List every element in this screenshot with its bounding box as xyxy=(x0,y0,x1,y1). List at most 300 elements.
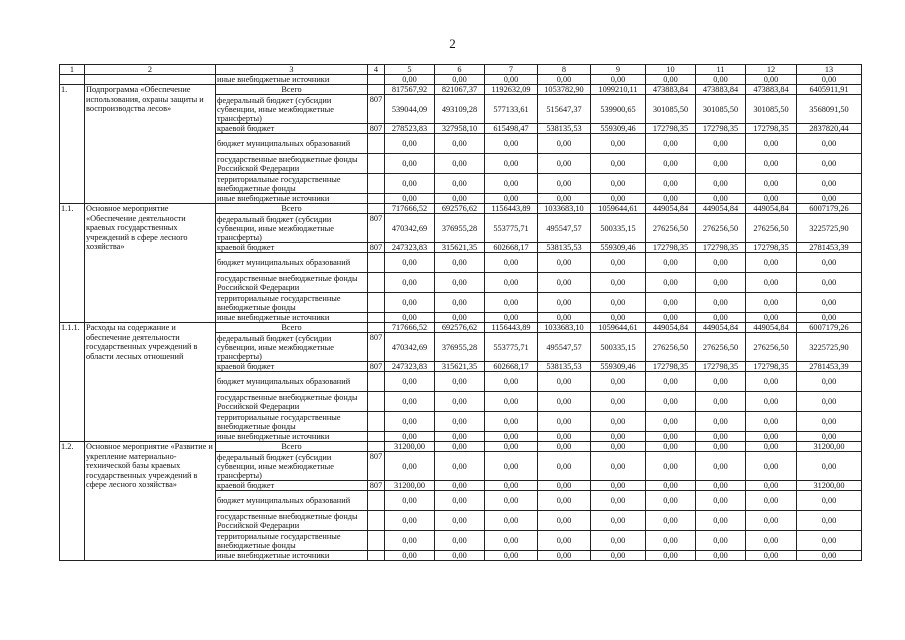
code-cell xyxy=(368,442,385,452)
value-cell: 0,00 xyxy=(538,75,591,85)
value-cell: 3568091,50 xyxy=(797,95,862,124)
value-cell: 0,00 xyxy=(746,154,797,174)
table-row xyxy=(60,204,862,214)
code-cell xyxy=(368,551,385,561)
header-cell: 1 xyxy=(60,65,85,75)
source-cell: краевой бюджет xyxy=(216,243,368,253)
value-cell: 0,00 xyxy=(485,75,538,85)
header-cell: 4 xyxy=(368,65,385,75)
value-cell: 495547,57 xyxy=(538,333,591,362)
value-cell: 0,00 xyxy=(435,392,485,412)
value-cell: 0,00 xyxy=(797,531,862,551)
value-cell: 0,00 xyxy=(591,194,646,204)
value-cell: 821067,37 xyxy=(435,85,485,95)
code-cell xyxy=(368,85,385,95)
value-cell: 1059644,61 xyxy=(591,204,646,214)
value-cell: 0,00 xyxy=(646,481,696,491)
value-cell: 0,00 xyxy=(538,174,591,194)
header-cell: 10 xyxy=(646,65,696,75)
value-cell: 615498,47 xyxy=(485,124,538,134)
value-cell: 0,00 xyxy=(696,313,746,323)
value-cell: 0,00 xyxy=(485,134,538,154)
num-cell xyxy=(60,75,85,85)
value-cell: 0,00 xyxy=(385,531,435,551)
item-number: 1.1.1. xyxy=(60,323,85,442)
header-cell: 7 xyxy=(485,65,538,75)
code-cell xyxy=(368,293,385,313)
value-cell: 0,00 xyxy=(696,154,746,174)
value-cell: 0,00 xyxy=(797,432,862,442)
value-cell: 1059644,61 xyxy=(591,323,646,333)
value-cell: 172798,35 xyxy=(646,362,696,372)
value-cell: 0,00 xyxy=(485,174,538,194)
value-cell: 0,00 xyxy=(696,273,746,293)
item-name: Расходы на содержание и обеспечение деятельности государственных учреждений в области лесных отношений xyxy=(85,323,216,442)
value-cell: 0,00 xyxy=(646,511,696,531)
value-cell: 0,00 xyxy=(538,511,591,531)
value-cell: 0,00 xyxy=(646,253,696,273)
value-cell: 0,00 xyxy=(485,531,538,551)
value-cell: 172798,35 xyxy=(696,124,746,134)
value-cell: 0,00 xyxy=(435,551,485,561)
value-cell: 0,00 xyxy=(646,194,696,204)
code-cell xyxy=(368,154,385,174)
value-cell: 0,00 xyxy=(696,75,746,85)
value-cell: 247323,83 xyxy=(385,243,435,253)
value-cell: 0,00 xyxy=(696,481,746,491)
source-cell: бюджет муниципальных образований xyxy=(216,372,368,392)
value-cell: 2781453,39 xyxy=(797,362,862,372)
value-cell: 301085,50 xyxy=(646,95,696,124)
code-cell xyxy=(368,412,385,432)
value-cell: 0,00 xyxy=(435,273,485,293)
value-cell: 0,00 xyxy=(797,551,862,561)
header-cell: 11 xyxy=(696,65,746,75)
code-cell xyxy=(368,204,385,214)
source-cell: Всего xyxy=(216,204,368,214)
value-cell: 0,00 xyxy=(696,253,746,273)
value-cell: 1099210,11 xyxy=(591,85,646,95)
value-cell: 0,00 xyxy=(435,412,485,432)
value-cell: 0,00 xyxy=(538,491,591,511)
value-cell: 0,00 xyxy=(538,392,591,412)
source-cell: федеральный бюджет (субсидии субвенции, иные межбюджетные трансферты) xyxy=(216,333,368,362)
value-cell: 470342,69 xyxy=(385,214,435,243)
page-number: 2 xyxy=(449,36,456,51)
code-cell xyxy=(368,491,385,511)
value-cell: 0,00 xyxy=(385,392,435,412)
value-cell: 0,00 xyxy=(696,442,746,452)
source-cell: краевой бюджет xyxy=(216,362,368,372)
value-cell: 0,00 xyxy=(385,154,435,174)
value-cell: 0,00 xyxy=(485,293,538,313)
value-cell: 0,00 xyxy=(746,313,797,323)
source-cell: государственные внебюджетные фонды Российской Федерации xyxy=(216,392,368,412)
value-cell: 473883,84 xyxy=(696,85,746,95)
value-cell: 6405911,91 xyxy=(797,85,862,95)
code-cell xyxy=(368,313,385,323)
value-cell: 717666,52 xyxy=(385,204,435,214)
value-cell: 0,00 xyxy=(485,194,538,204)
value-cell: 500335,15 xyxy=(591,333,646,362)
header-cell: 9 xyxy=(591,65,646,75)
code-cell: 807 xyxy=(368,362,385,372)
header-cell: 8 xyxy=(538,65,591,75)
value-cell: 0,00 xyxy=(696,531,746,551)
value-cell: 0,00 xyxy=(591,313,646,323)
value-cell: 817567,92 xyxy=(385,85,435,95)
value-cell: 692576,62 xyxy=(435,204,485,214)
value-cell: 0,00 xyxy=(696,392,746,412)
value-cell: 0,00 xyxy=(797,452,862,481)
value-cell: 0,00 xyxy=(538,253,591,273)
value-cell: 0,00 xyxy=(646,134,696,154)
code-cell xyxy=(368,392,385,412)
value-cell: 0,00 xyxy=(538,154,591,174)
code-cell xyxy=(368,253,385,273)
header-cell: 5 xyxy=(385,65,435,75)
value-cell: 0,00 xyxy=(797,372,862,392)
value-cell: 0,00 xyxy=(797,253,862,273)
value-cell: 0,00 xyxy=(435,154,485,174)
value-cell: 0,00 xyxy=(385,452,435,481)
value-cell: 0,00 xyxy=(435,253,485,273)
value-cell: 449054,84 xyxy=(746,323,797,333)
value-cell: 2837820,44 xyxy=(797,124,862,134)
value-cell: 0,00 xyxy=(385,134,435,154)
value-cell: 31200,00 xyxy=(797,481,862,491)
source-cell: территориальные государственные внебюджетные фонды xyxy=(216,174,368,194)
source-cell: федеральный бюджет (субсидии субвенции, иные межбюджетные трансферты) xyxy=(216,95,368,124)
value-cell: 473883,84 xyxy=(746,85,797,95)
value-cell: 247323,83 xyxy=(385,362,435,372)
value-cell: 0,00 xyxy=(538,531,591,551)
value-cell: 0,00 xyxy=(591,452,646,481)
value-cell: 0,00 xyxy=(435,511,485,531)
code-cell xyxy=(368,511,385,531)
code-cell xyxy=(368,323,385,333)
header-cell: 3 xyxy=(216,65,368,75)
value-cell: 0,00 xyxy=(696,432,746,442)
value-cell: 0,00 xyxy=(591,174,646,194)
value-cell: 0,00 xyxy=(797,491,862,511)
value-cell: 0,00 xyxy=(435,313,485,323)
value-cell: 0,00 xyxy=(646,432,696,442)
value-cell: 0,00 xyxy=(797,194,862,204)
value-cell: 172798,35 xyxy=(746,243,797,253)
value-cell: 0,00 xyxy=(746,551,797,561)
value-cell: 0,00 xyxy=(485,313,538,323)
value-cell: 0,00 xyxy=(646,174,696,194)
value-cell: 473883,84 xyxy=(646,85,696,95)
value-cell: 0,00 xyxy=(538,293,591,313)
value-cell: 0,00 xyxy=(696,551,746,561)
value-cell: 0,00 xyxy=(485,491,538,511)
value-cell: 0,00 xyxy=(746,452,797,481)
value-cell: 0,00 xyxy=(385,551,435,561)
value-cell: 276256,50 xyxy=(746,214,797,243)
table-row xyxy=(60,85,862,95)
source-cell: территориальные государственные внебюджетные фонды xyxy=(216,412,368,432)
code-cell xyxy=(368,194,385,204)
value-cell: 0,00 xyxy=(591,154,646,174)
value-cell: 0,00 xyxy=(696,134,746,154)
source-cell: территориальные государственные внебюджетные фонды xyxy=(216,531,368,551)
value-cell: 0,00 xyxy=(538,273,591,293)
value-cell: 0,00 xyxy=(385,491,435,511)
value-cell: 0,00 xyxy=(385,75,435,85)
value-cell: 0,00 xyxy=(485,253,538,273)
value-cell: 31200,00 xyxy=(385,442,435,452)
code-cell xyxy=(368,432,385,442)
value-cell: 0,00 xyxy=(435,293,485,313)
value-cell: 0,00 xyxy=(435,372,485,392)
value-cell: 0,00 xyxy=(591,412,646,432)
value-cell: 0,00 xyxy=(538,442,591,452)
source-cell: иные внебюджетные источники xyxy=(216,432,368,442)
value-cell: 327958,10 xyxy=(435,124,485,134)
header-cell: 12 xyxy=(746,65,797,75)
source-cell: иные внебюджетные источники xyxy=(216,313,368,323)
value-cell: 0,00 xyxy=(385,273,435,293)
source-cell: Всего xyxy=(216,323,368,333)
value-cell: 0,00 xyxy=(435,174,485,194)
value-cell: 2781453,39 xyxy=(797,243,862,253)
source-cell: краевой бюджет xyxy=(216,124,368,134)
value-cell: 0,00 xyxy=(797,154,862,174)
value-cell: 172798,35 xyxy=(646,243,696,253)
value-cell: 0,00 xyxy=(797,273,862,293)
value-cell: 0,00 xyxy=(591,491,646,511)
value-cell: 0,00 xyxy=(746,253,797,273)
value-cell: 0,00 xyxy=(646,313,696,323)
value-cell: 0,00 xyxy=(746,273,797,293)
source-cell: государственные внебюджетные фонды Российской Федерации xyxy=(216,511,368,531)
value-cell: 0,00 xyxy=(746,442,797,452)
value-cell: 276256,50 xyxy=(696,214,746,243)
value-cell: 470342,69 xyxy=(385,333,435,362)
value-cell: 0,00 xyxy=(646,531,696,551)
budget-table xyxy=(59,64,862,561)
value-cell: 172798,35 xyxy=(696,362,746,372)
value-cell: 0,00 xyxy=(797,412,862,432)
value-cell: 0,00 xyxy=(385,313,435,323)
table-row xyxy=(60,442,862,452)
value-cell: 0,00 xyxy=(538,412,591,432)
value-cell: 0,00 xyxy=(746,412,797,432)
value-cell: 1033683,10 xyxy=(538,323,591,333)
value-cell: 0,00 xyxy=(538,313,591,323)
value-cell: 0,00 xyxy=(538,452,591,481)
value-cell: 0,00 xyxy=(591,481,646,491)
value-cell: 0,00 xyxy=(435,432,485,442)
source-cell: государственные внебюджетные фонды Российской Федерации xyxy=(216,273,368,293)
value-cell: 0,00 xyxy=(385,432,435,442)
value-cell: 0,00 xyxy=(646,392,696,412)
code-cell xyxy=(368,372,385,392)
value-cell: 0,00 xyxy=(385,253,435,273)
value-cell: 449054,84 xyxy=(646,204,696,214)
value-cell: 0,00 xyxy=(746,194,797,204)
value-cell: 553775,71 xyxy=(485,333,538,362)
value-cell: 0,00 xyxy=(435,481,485,491)
code-cell: 807 xyxy=(368,243,385,253)
value-cell: 0,00 xyxy=(485,551,538,561)
value-cell: 449054,84 xyxy=(646,323,696,333)
value-cell: 1156443,89 xyxy=(485,204,538,214)
value-cell: 0,00 xyxy=(385,372,435,392)
value-cell: 0,00 xyxy=(696,491,746,511)
value-cell: 0,00 xyxy=(646,452,696,481)
source-cell: федеральный бюджет (субсидии субвенции, иные межбюджетные трансферты) xyxy=(216,452,368,481)
value-cell: 0,00 xyxy=(485,432,538,442)
value-cell: 0,00 xyxy=(646,75,696,85)
value-cell: 0,00 xyxy=(696,372,746,392)
value-cell: 0,00 xyxy=(538,372,591,392)
value-cell: 315621,35 xyxy=(435,362,485,372)
item-number: 1. xyxy=(60,85,85,204)
value-cell: 0,00 xyxy=(646,372,696,392)
value-cell: 0,00 xyxy=(646,551,696,561)
value-cell: 172798,35 xyxy=(746,124,797,134)
value-cell: 0,00 xyxy=(538,134,591,154)
source-cell: иные внебюджетные источники xyxy=(216,551,368,561)
value-cell: 0,00 xyxy=(591,442,646,452)
value-cell: 1192632,09 xyxy=(485,85,538,95)
value-cell: 6007179,26 xyxy=(797,323,862,333)
value-cell: 0,00 xyxy=(746,511,797,531)
value-cell: 278523,83 xyxy=(385,124,435,134)
code-cell: 807 xyxy=(368,333,385,362)
source-cell: краевой бюджет xyxy=(216,481,368,491)
value-cell: 602668,17 xyxy=(485,362,538,372)
value-cell: 449054,84 xyxy=(696,323,746,333)
value-cell: 0,00 xyxy=(797,75,862,85)
value-cell: 0,00 xyxy=(485,442,538,452)
value-cell: 0,00 xyxy=(591,511,646,531)
value-cell: 538135,53 xyxy=(538,243,591,253)
value-cell: 0,00 xyxy=(435,491,485,511)
value-cell: 0,00 xyxy=(591,253,646,273)
value-cell: 0,00 xyxy=(746,491,797,511)
value-cell: 0,00 xyxy=(485,511,538,531)
value-cell: 0,00 xyxy=(485,481,538,491)
value-cell: 0,00 xyxy=(591,372,646,392)
item-name: Основное мероприятие «Развитие и укрепление материально-технической базы краевых государственных учреждений в сфере лесного хозяйства» xyxy=(85,442,216,561)
value-cell: 0,00 xyxy=(385,293,435,313)
value-cell: 0,00 xyxy=(646,491,696,511)
value-cell: 3225725,90 xyxy=(797,214,862,243)
value-cell: 0,00 xyxy=(485,273,538,293)
code-cell: 807 xyxy=(368,214,385,243)
value-cell: 692576,62 xyxy=(435,323,485,333)
source-cell: иные внебюджетные источники xyxy=(216,194,368,204)
value-cell: 0,00 xyxy=(746,174,797,194)
value-cell: 0,00 xyxy=(591,531,646,551)
value-cell: 0,00 xyxy=(485,392,538,412)
value-cell: 0,00 xyxy=(746,531,797,551)
code-cell: 807 xyxy=(368,124,385,134)
source-cell: бюджет муниципальных образований xyxy=(216,253,368,273)
value-cell: 0,00 xyxy=(646,154,696,174)
value-cell: 0,00 xyxy=(591,273,646,293)
value-cell: 0,00 xyxy=(797,313,862,323)
value-cell: 0,00 xyxy=(591,392,646,412)
value-cell: 559309,46 xyxy=(591,124,646,134)
value-cell: 0,00 xyxy=(591,551,646,561)
item-number: 1.1. xyxy=(60,204,85,323)
source-cell: Всего xyxy=(216,442,368,452)
value-cell: 0,00 xyxy=(746,481,797,491)
value-cell: 0,00 xyxy=(435,452,485,481)
value-cell: 538135,53 xyxy=(538,124,591,134)
source-cell: государственные внебюджетные фонды Российской Федерации xyxy=(216,154,368,174)
value-cell: 1156443,89 xyxy=(485,323,538,333)
value-cell: 0,00 xyxy=(385,194,435,204)
value-cell: 0,00 xyxy=(485,412,538,432)
value-cell: 0,00 xyxy=(435,442,485,452)
value-cell: 0,00 xyxy=(485,452,538,481)
value-cell: 6007179,26 xyxy=(797,204,862,214)
value-cell: 315621,35 xyxy=(435,243,485,253)
value-cell: 0,00 xyxy=(435,75,485,85)
value-cell: 0,00 xyxy=(385,174,435,194)
value-cell: 0,00 xyxy=(538,551,591,561)
value-cell: 515647,37 xyxy=(538,95,591,124)
value-cell: 0,00 xyxy=(435,134,485,154)
value-cell: 717666,52 xyxy=(385,323,435,333)
value-cell: 0,00 xyxy=(797,511,862,531)
value-cell: 0,00 xyxy=(538,194,591,204)
value-cell: 449054,84 xyxy=(746,204,797,214)
value-cell: 0,00 xyxy=(746,75,797,85)
value-cell: 0,00 xyxy=(485,154,538,174)
value-cell: 0,00 xyxy=(435,194,485,204)
header-cell: 13 xyxy=(797,65,862,75)
value-cell: 0,00 xyxy=(797,134,862,154)
value-cell: 602668,17 xyxy=(485,243,538,253)
value-cell: 172798,35 xyxy=(746,362,797,372)
value-cell: 0,00 xyxy=(746,372,797,392)
value-cell: 538135,53 xyxy=(538,362,591,372)
value-cell: 1033683,10 xyxy=(538,204,591,214)
value-cell: 493109,28 xyxy=(435,95,485,124)
value-cell: 1053782,90 xyxy=(538,85,591,95)
code-cell: 807 xyxy=(368,95,385,124)
value-cell: 276256,50 xyxy=(746,333,797,362)
value-cell: 0,00 xyxy=(485,372,538,392)
item-number: 1.2. xyxy=(60,442,85,561)
value-cell: 31200,00 xyxy=(385,481,435,491)
value-cell: 0,00 xyxy=(746,134,797,154)
table-row xyxy=(60,323,862,333)
value-cell: 0,00 xyxy=(385,511,435,531)
value-cell: 449054,84 xyxy=(696,204,746,214)
value-cell: 0,00 xyxy=(696,174,746,194)
value-cell: 0,00 xyxy=(696,452,746,481)
source-cell: Всего xyxy=(216,85,368,95)
header-cell: 6 xyxy=(435,65,485,75)
name-cell xyxy=(85,75,216,85)
header-cell: 2 xyxy=(85,65,216,75)
code-cell xyxy=(368,75,385,85)
value-cell: 0,00 xyxy=(591,75,646,85)
value-cell: 0,00 xyxy=(646,412,696,432)
value-cell: 495547,57 xyxy=(538,214,591,243)
value-cell: 0,00 xyxy=(591,134,646,154)
source-cell: бюджет муниципальных образований xyxy=(216,134,368,154)
code-cell: 807 xyxy=(368,452,385,481)
